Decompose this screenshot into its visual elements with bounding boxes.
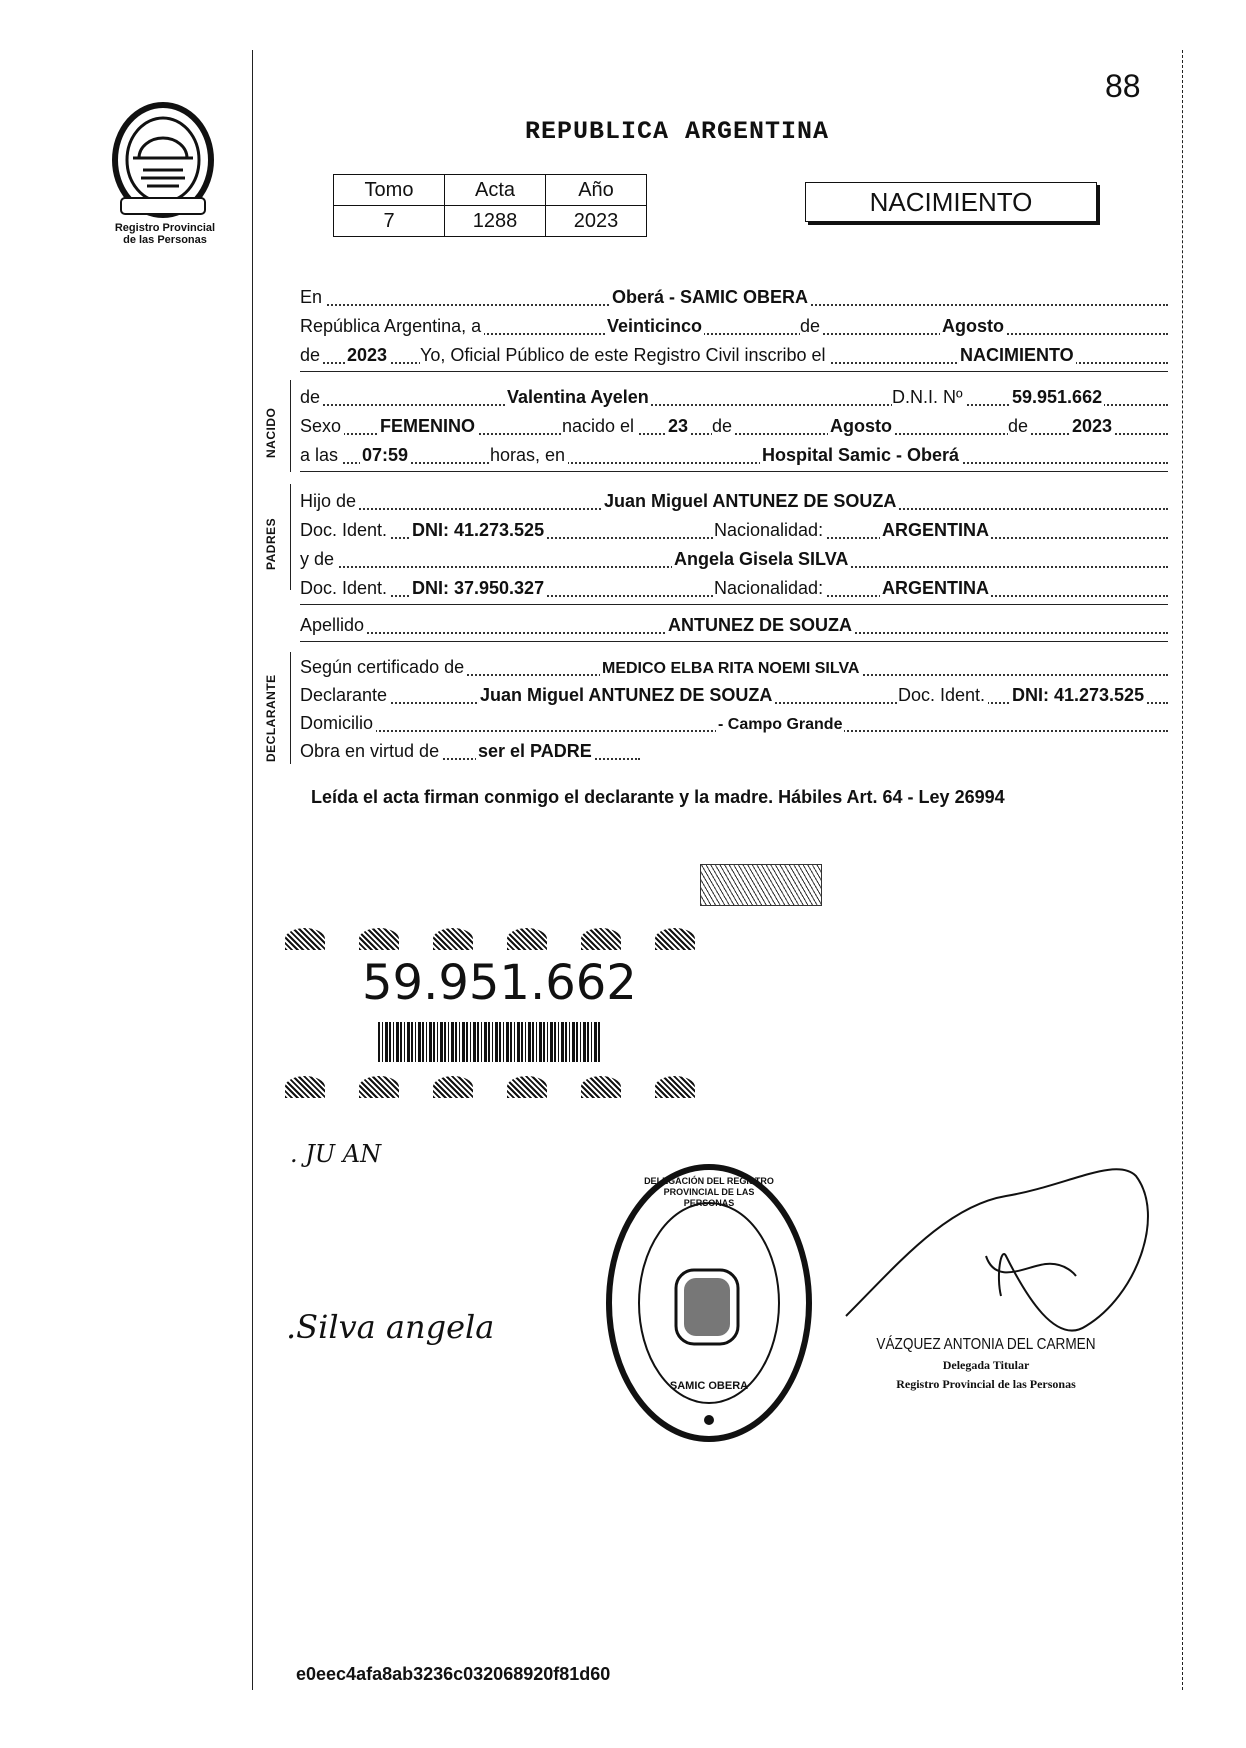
madre-value: Angela Gisela SILVA — [674, 549, 849, 569]
padre-value: Juan Miguel ANTUNEZ DE SOUZA — [604, 491, 897, 511]
en-label: En — [300, 287, 325, 308]
inscribe-value: NACIMIENTO — [960, 345, 1074, 365]
tomo-value: 7 — [334, 206, 445, 237]
madre-nac-value: ARGENTINA — [882, 578, 989, 598]
row-padre — [300, 488, 1168, 514]
de-label: de — [800, 316, 823, 337]
row-padre-doc — [300, 517, 1168, 543]
domicilio-label: Domicilio — [300, 713, 376, 734]
page-number: 88 — [1105, 68, 1141, 104]
de5-label: de — [1008, 416, 1031, 437]
official-seal — [604, 1162, 814, 1444]
hora-label: a las — [300, 445, 341, 466]
de2-label: de — [300, 345, 323, 366]
registry-table-header — [334, 175, 647, 206]
cert-value: MEDICO ELBA RITA NOEMI SILVA — [602, 660, 860, 677]
apellido-value: ANTUNEZ DE SOUZA — [668, 615, 852, 635]
birth-month: Agosto — [830, 416, 892, 436]
side-label-padres: PADRES — [264, 517, 278, 570]
ornament-bottom — [285, 1076, 745, 1103]
logo-caption — [90, 222, 240, 246]
registry-table-values — [334, 206, 647, 237]
id-number: 59.951.662 — [362, 955, 637, 1011]
document-title: REPUBLICA ARGENTINA — [525, 117, 830, 146]
birth-year: 2023 — [1072, 416, 1113, 436]
nacido-bracket — [290, 380, 291, 472]
padre-doc-value: DNI: 41.273.525 — [412, 520, 545, 540]
side-label-declarante: DECLARANTE — [264, 674, 278, 762]
closing-text: Leída el acta firman conmigo el declarante y la madre. Hábiles Art. 64 - Ley 26994 — [311, 787, 1005, 807]
row-sexo — [300, 413, 1168, 439]
official-block — [836, 1336, 1136, 1392]
month-value: Agosto — [942, 316, 1004, 336]
obra-label: Obra en virtud de — [300, 741, 442, 762]
official-role: Delegada Titular — [942, 1358, 1030, 1372]
declarante-value: Juan Miguel ANTUNEZ DE SOUZA — [480, 685, 773, 705]
side-label-nacido: NACIDO — [264, 407, 278, 458]
dni-value: 59.951.662 — [1012, 387, 1103, 407]
row-madre — [300, 546, 1168, 572]
domicilio-value: - Campo Grande — [718, 716, 843, 733]
madre-doc-value: DNI: 37.950.327 — [412, 578, 545, 598]
padres-bracket — [290, 484, 291, 590]
right-margin-line — [1182, 50, 1183, 1690]
row-domicilio — [300, 710, 1168, 736]
row-lugar — [300, 284, 1168, 310]
security-stamp — [700, 864, 822, 906]
apellido-label: Apellido — [300, 615, 367, 636]
seal-text: DELEGACIÓN DEL REGISTRO PROVINCIAL DE LAS PERSONAS — [644, 1176, 774, 1208]
anio-header: Año — [546, 175, 647, 206]
cert-label: Según certificado de — [300, 657, 467, 678]
anio-value: 2023 — [546, 206, 647, 237]
padre-doc-label: Doc. Ident. — [300, 520, 390, 541]
declarante-doc-value: DNI: 41.273.525 — [1012, 685, 1145, 705]
signature-madre: .Silva angela — [286, 1308, 495, 1346]
row-certificado — [300, 654, 1168, 680]
left-margin-line — [252, 50, 253, 1690]
seal-bottom-text: SAMIC OBERA — [669, 1380, 749, 1392]
declarante-label: Declarante — [300, 685, 390, 706]
hora-value: 07:59 — [362, 445, 409, 465]
row-hora — [300, 442, 1168, 468]
nombre-value: Valentina Ayelen — [507, 387, 649, 407]
nacido-label: nacido el — [562, 416, 637, 437]
horas-en-label: horas, en — [490, 445, 568, 466]
logo-caption-line-2: de las Personas — [123, 234, 207, 246]
decl-doc-label: Doc. Ident. — [898, 685, 988, 706]
official-org: Registro Provincial de las Personas — [896, 1377, 1076, 1391]
dni-label: D.N.I. Nº — [892, 387, 966, 408]
official-name: VÁZQUEZ ANTONIA DEL CARMEN — [876, 1336, 1096, 1353]
padre-nac-label: Nacionalidad: — [714, 520, 826, 541]
sexo-label: Sexo — [300, 416, 344, 437]
hijo-label: Hijo de — [300, 491, 359, 512]
document-hash: e0eec4afa8ab3236c032068920f81d60 — [296, 1664, 611, 1684]
barcode — [378, 1022, 602, 1062]
row-nombre — [300, 384, 1168, 410]
rep-label: República Argentina, a — [300, 316, 484, 337]
oficial-text: Yo, Oficial Público de este Registro Civil inscribo el — [420, 345, 829, 366]
row-fecha — [300, 313, 1168, 339]
birth-day: 23 — [668, 416, 689, 436]
padre-nac-value: ARGENTINA — [882, 520, 989, 540]
row-obra — [300, 738, 1168, 764]
year-value: 2023 — [347, 345, 388, 365]
day-words: Veinticinco — [607, 316, 703, 336]
province-logo — [103, 100, 223, 220]
acta-header: Acta — [445, 175, 546, 206]
declarante-bracket — [290, 652, 291, 764]
de3-label: de — [300, 387, 323, 408]
ornament-top — [285, 928, 745, 955]
yde-label: y de — [300, 549, 337, 570]
row-apellido — [300, 612, 1168, 638]
obra-value: ser el PADRE — [478, 741, 592, 761]
row-declarante — [300, 682, 1168, 708]
official-signature-scribble — [836, 1146, 1176, 1356]
row-inscribe — [300, 342, 1168, 368]
row-madre-doc — [300, 575, 1168, 601]
sexo-value: FEMENINO — [380, 416, 476, 436]
madre-nac-label: Nacionalidad: — [714, 578, 826, 599]
en-value: Oberá - SAMIC OBERA — [612, 287, 809, 307]
lugar-value: Hospital Samic - Oberá — [762, 445, 960, 465]
acta-value: 1288 — [445, 206, 546, 237]
madre-doc-label: Doc. Ident. — [300, 578, 390, 599]
signature-declarante: . JU AN — [290, 1140, 382, 1168]
tomo-header: Tomo — [334, 175, 445, 206]
act-type-box: NACIMIENTO — [805, 182, 1097, 222]
logo-caption-line-1: Registro Provincial — [114, 222, 216, 234]
registry-table — [333, 174, 647, 237]
de4-label: de — [712, 416, 735, 437]
